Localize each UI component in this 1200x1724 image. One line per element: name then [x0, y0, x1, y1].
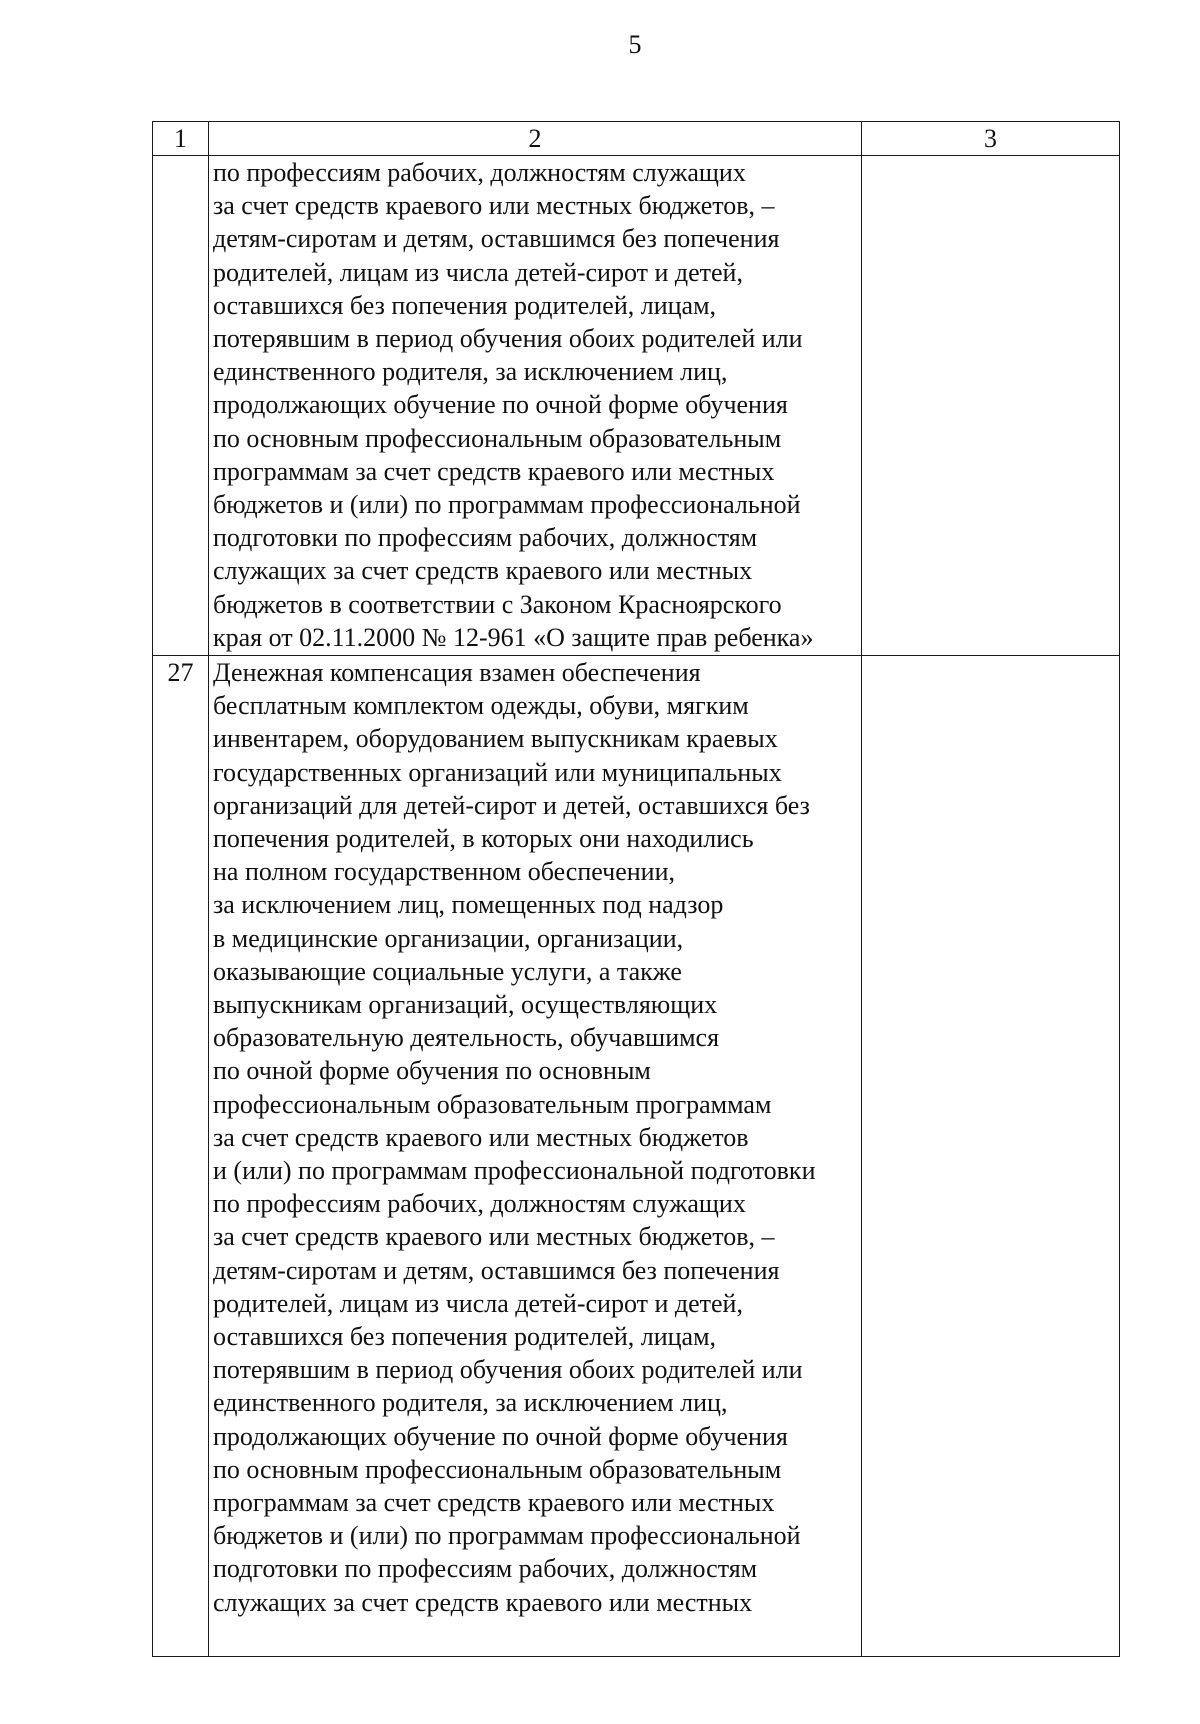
text-line: продолжающих обучение по очной форме обучения — [213, 390, 788, 420]
text-line: оказывающие социальные услуги, а также — [213, 956, 682, 986]
text-line: оставшихся без попечения родителей, лицам, — [213, 1322, 717, 1352]
table-row — [153, 156, 1120, 656]
table-header-row — [153, 122, 1120, 156]
text-line: программам за счет средств краевого или местных — [213, 456, 775, 486]
text-line: продолжающих обучение по очной форме обучения — [213, 1421, 788, 1451]
row-number — [153, 156, 209, 656]
text-line: выпускникам организаций, осуществляющих — [213, 990, 718, 1020]
table-row — [153, 656, 1120, 1657]
row-text — [209, 656, 862, 1657]
text-line: Денежная компенсация взамен обеспечения — [213, 658, 701, 687]
text-line: подготовки по профессиям рабочих, должностям — [213, 1554, 758, 1584]
text-line: потерявшим в период обучения обоих родителей или — [213, 1355, 803, 1385]
row-col-3 — [862, 156, 1120, 656]
text-line: за счет средств краевого или местных бюджетов, – — [213, 191, 775, 221]
text-line: профессиональным образовательным программам — [213, 1089, 772, 1119]
text-line: детям-сиротам и детям, оставшимся без попечения — [213, 1255, 780, 1285]
text-line: родителей, лицам из числа детей-сирот и детей, — [213, 1288, 743, 1318]
text-line: государственных организаций или муниципальных — [213, 757, 782, 787]
text-line: образовательную деятельность, обучавшимся — [213, 1023, 720, 1053]
row-col-3 — [862, 656, 1120, 1657]
text-line: инвентарем, оборудованием выпускникам краевых — [213, 724, 778, 754]
text-line: по очной форме обучения по основным — [213, 1056, 651, 1086]
text-line: детям-сиротам и детям, оставшимся без попечения — [213, 224, 780, 254]
text-line: на полном государственном обеспечении, — [213, 857, 675, 887]
row-text — [209, 156, 862, 656]
header-col-3: 3 — [862, 122, 1120, 156]
text-line: единственного родителя, за исключением лиц, — [213, 1388, 728, 1418]
text-line: подготовки по профессиям рабочих, должностям — [213, 523, 758, 553]
text-line: по профессиям рабочих, должностям служащих — [213, 1189, 746, 1219]
text-line: по основным профессиональным образовательным — [213, 423, 782, 453]
text-line: бюджетов и (или) по программам профессиональной — [213, 490, 801, 520]
text-line: организаций для детей-сирот и детей, оставшихся без — [213, 790, 810, 820]
text-line: за исключением лиц, помещенных под надзор — [213, 890, 724, 920]
text-line: бюджетов и (или) по программам профессиональной — [213, 1521, 801, 1551]
header-col-2: 2 — [209, 122, 862, 156]
page-number: 5 — [628, 30, 642, 59]
header-col-1: 1 — [153, 122, 209, 156]
text-line: служащих за счет средств краевого или местных — [213, 556, 753, 586]
text-line: служащих за счет средств краевого или местных — [213, 1587, 753, 1617]
text-line: попечения родителей, в которых они находились — [213, 824, 754, 854]
text-line: бюджетов в соответствии с Законом Красноярского — [213, 589, 782, 619]
text-line: бесплатным комплектом одежды, обуви, мягким — [213, 691, 749, 721]
text-line: единственного родителя, за исключением лиц, — [213, 357, 728, 387]
row-number: 27 — [153, 656, 209, 1657]
text-line: и (или) по программам профессиональной подготовки — [213, 1156, 816, 1186]
text-line: по основным профессиональным образовательным — [213, 1454, 782, 1484]
text-line: по профессиям рабочих, должностям служащих — [213, 158, 746, 187]
text-line: за счет средств краевого или местных бюджетов, – — [213, 1222, 775, 1252]
text-line: программам за счет средств краевого или местных — [213, 1488, 775, 1518]
document-table — [152, 121, 1120, 1657]
text-line: за счет средств краевого или местных бюджетов — [213, 1122, 749, 1152]
text-line: в медицинские организации, организации, — [213, 923, 684, 953]
text-line: края от 02.11.2000 № 12-961 «О защите прав ребенка» — [213, 622, 814, 652]
text-line: оставшихся без попечения родителей, лицам, — [213, 290, 717, 320]
text-line: родителей, лицам из числа детей-сирот и детей, — [213, 257, 743, 287]
text-line: потерявшим в период обучения обоих родителей или — [213, 324, 803, 354]
